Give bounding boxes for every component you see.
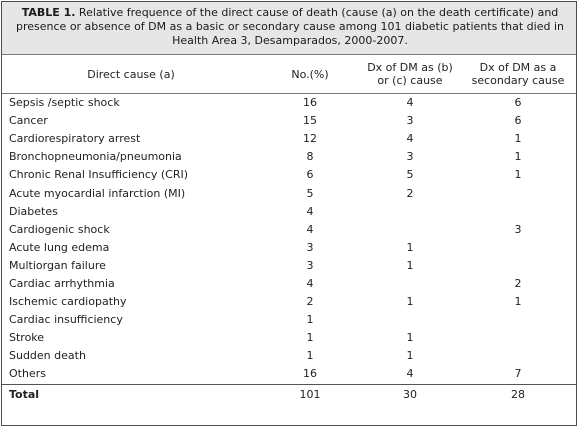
dm-secondary-cell xyxy=(460,184,576,202)
dm-basic-cell xyxy=(360,221,460,239)
count-cell: 4 xyxy=(306,222,314,236)
dm-secondary-cell: 1 xyxy=(514,295,522,309)
cause-cell: Acute lung edema xyxy=(9,240,110,254)
data-table xyxy=(2,55,576,405)
table-row xyxy=(2,184,576,202)
cause-cell: Acute myocardial infarction (MI) xyxy=(9,186,186,200)
dm-basic-cell: 1 xyxy=(406,349,414,363)
dm-basic-cell xyxy=(360,311,460,329)
header-row xyxy=(2,55,576,94)
count-cell: 15 xyxy=(303,114,317,128)
table-row xyxy=(2,275,576,293)
dm-secondary-cell: 6 xyxy=(514,96,522,110)
dm-basic-cell: 1 xyxy=(406,258,414,272)
dm-secondary-cell: 3 xyxy=(514,222,522,236)
dm-basic-cell: 5 xyxy=(406,168,414,182)
table-row xyxy=(2,365,576,384)
cause-cell: Cardiorespiratory arrest xyxy=(9,132,141,146)
header-count: No.(%) xyxy=(260,55,360,94)
count-cell: 1 xyxy=(306,349,314,363)
table-row xyxy=(2,329,576,347)
table-row xyxy=(2,257,576,275)
cause-cell: Bronchopneumonia/pneumonia xyxy=(9,150,182,164)
table-figure xyxy=(1,1,577,426)
header-dm-secondary: Dx of DM as a secondary cause xyxy=(460,55,576,94)
dm-basic-cell xyxy=(360,203,460,221)
dm-basic-cell: 3 xyxy=(406,150,414,164)
count-cell: 16 xyxy=(303,367,317,381)
dm-secondary-cell xyxy=(460,239,576,257)
count-cell: 12 xyxy=(303,132,317,146)
table-body xyxy=(2,94,576,385)
cause-cell: Diabetes xyxy=(9,204,58,218)
cause-cell: Cardiac insufficiency xyxy=(9,313,123,327)
total-count: 101 xyxy=(260,384,360,405)
dm-secondary-cell xyxy=(460,203,576,221)
table-row xyxy=(2,311,576,329)
count-cell: 5 xyxy=(306,186,314,200)
table-row xyxy=(2,221,576,239)
count-cell: 8 xyxy=(306,150,314,164)
dm-secondary-cell: 7 xyxy=(514,367,522,381)
header-dm-basic: Dx of DM as (b) or (c) cause xyxy=(360,55,460,94)
dm-secondary-cell: 1 xyxy=(514,168,522,182)
total-label: Total xyxy=(2,384,260,405)
dm-secondary-cell xyxy=(460,347,576,365)
count-cell: 3 xyxy=(306,258,314,272)
dm-basic-cell: 2 xyxy=(406,186,414,200)
dm-secondary-cell xyxy=(460,257,576,275)
cause-cell: Sepsis /septic shock xyxy=(9,96,120,110)
table-caption xyxy=(2,2,576,55)
dm-secondary-cell: 2 xyxy=(514,276,522,290)
count-cell: 2 xyxy=(306,295,314,309)
count-cell: 16 xyxy=(303,96,317,110)
table-row xyxy=(2,293,576,311)
cause-cell: Stroke xyxy=(9,331,45,345)
table-row xyxy=(2,239,576,257)
count-cell: 6 xyxy=(306,168,314,182)
dm-basic-cell: 1 xyxy=(406,295,414,309)
dm-secondary-cell xyxy=(460,329,576,347)
dm-basic-cell: 4 xyxy=(406,96,414,110)
header-cause: Direct cause (a) xyxy=(2,55,260,94)
total-dm-secondary: 28 xyxy=(460,384,576,405)
table-row xyxy=(2,148,576,166)
dm-secondary-cell: 6 xyxy=(514,114,522,128)
count-cell: 1 xyxy=(306,313,314,327)
dm-secondary-cell: 1 xyxy=(514,150,522,164)
table-row xyxy=(2,94,576,113)
table-row xyxy=(2,112,576,130)
table-row xyxy=(2,203,576,221)
cause-cell: Ischemic cardiopathy xyxy=(9,295,127,309)
dm-secondary-cell: 1 xyxy=(514,132,522,146)
dm-basic-cell: 1 xyxy=(406,331,414,345)
count-cell: 3 xyxy=(306,240,314,254)
dm-basic-cell: 3 xyxy=(406,114,414,128)
total-row xyxy=(2,384,576,405)
cause-cell: Cardiogenic shock xyxy=(9,222,110,236)
dm-basic-cell: 4 xyxy=(406,367,414,381)
count-cell: 4 xyxy=(306,276,314,290)
cause-cell: Cardiac arrhythmia xyxy=(9,276,115,290)
dm-secondary-cell xyxy=(460,311,576,329)
caption-text: Relative frequence of the direct cause of death (cause (a) on the death certificate) and presence or absence of DM as a basic or secondary cause among 101 diabetic patients that died in Health Area 3, Desamparados, 2000-2007. xyxy=(16,6,564,47)
cause-cell: Chronic Renal Insufficiency (CRI) xyxy=(9,168,189,182)
total-dm-basic: 30 xyxy=(360,384,460,405)
count-cell: 1 xyxy=(306,331,314,345)
cause-cell: Cancer xyxy=(9,114,48,128)
cause-cell: Others xyxy=(9,367,46,381)
caption-label: TABLE 1. xyxy=(21,6,76,19)
cause-cell: Sudden death xyxy=(9,349,86,363)
dm-basic-cell xyxy=(360,275,460,293)
cause-cell: Multiorgan failure xyxy=(9,258,106,272)
table-row xyxy=(2,166,576,184)
table-row xyxy=(2,130,576,148)
count-cell: 4 xyxy=(306,204,314,218)
dm-basic-cell: 1 xyxy=(406,240,414,254)
table-row xyxy=(2,347,576,365)
dm-basic-cell: 4 xyxy=(406,132,414,146)
